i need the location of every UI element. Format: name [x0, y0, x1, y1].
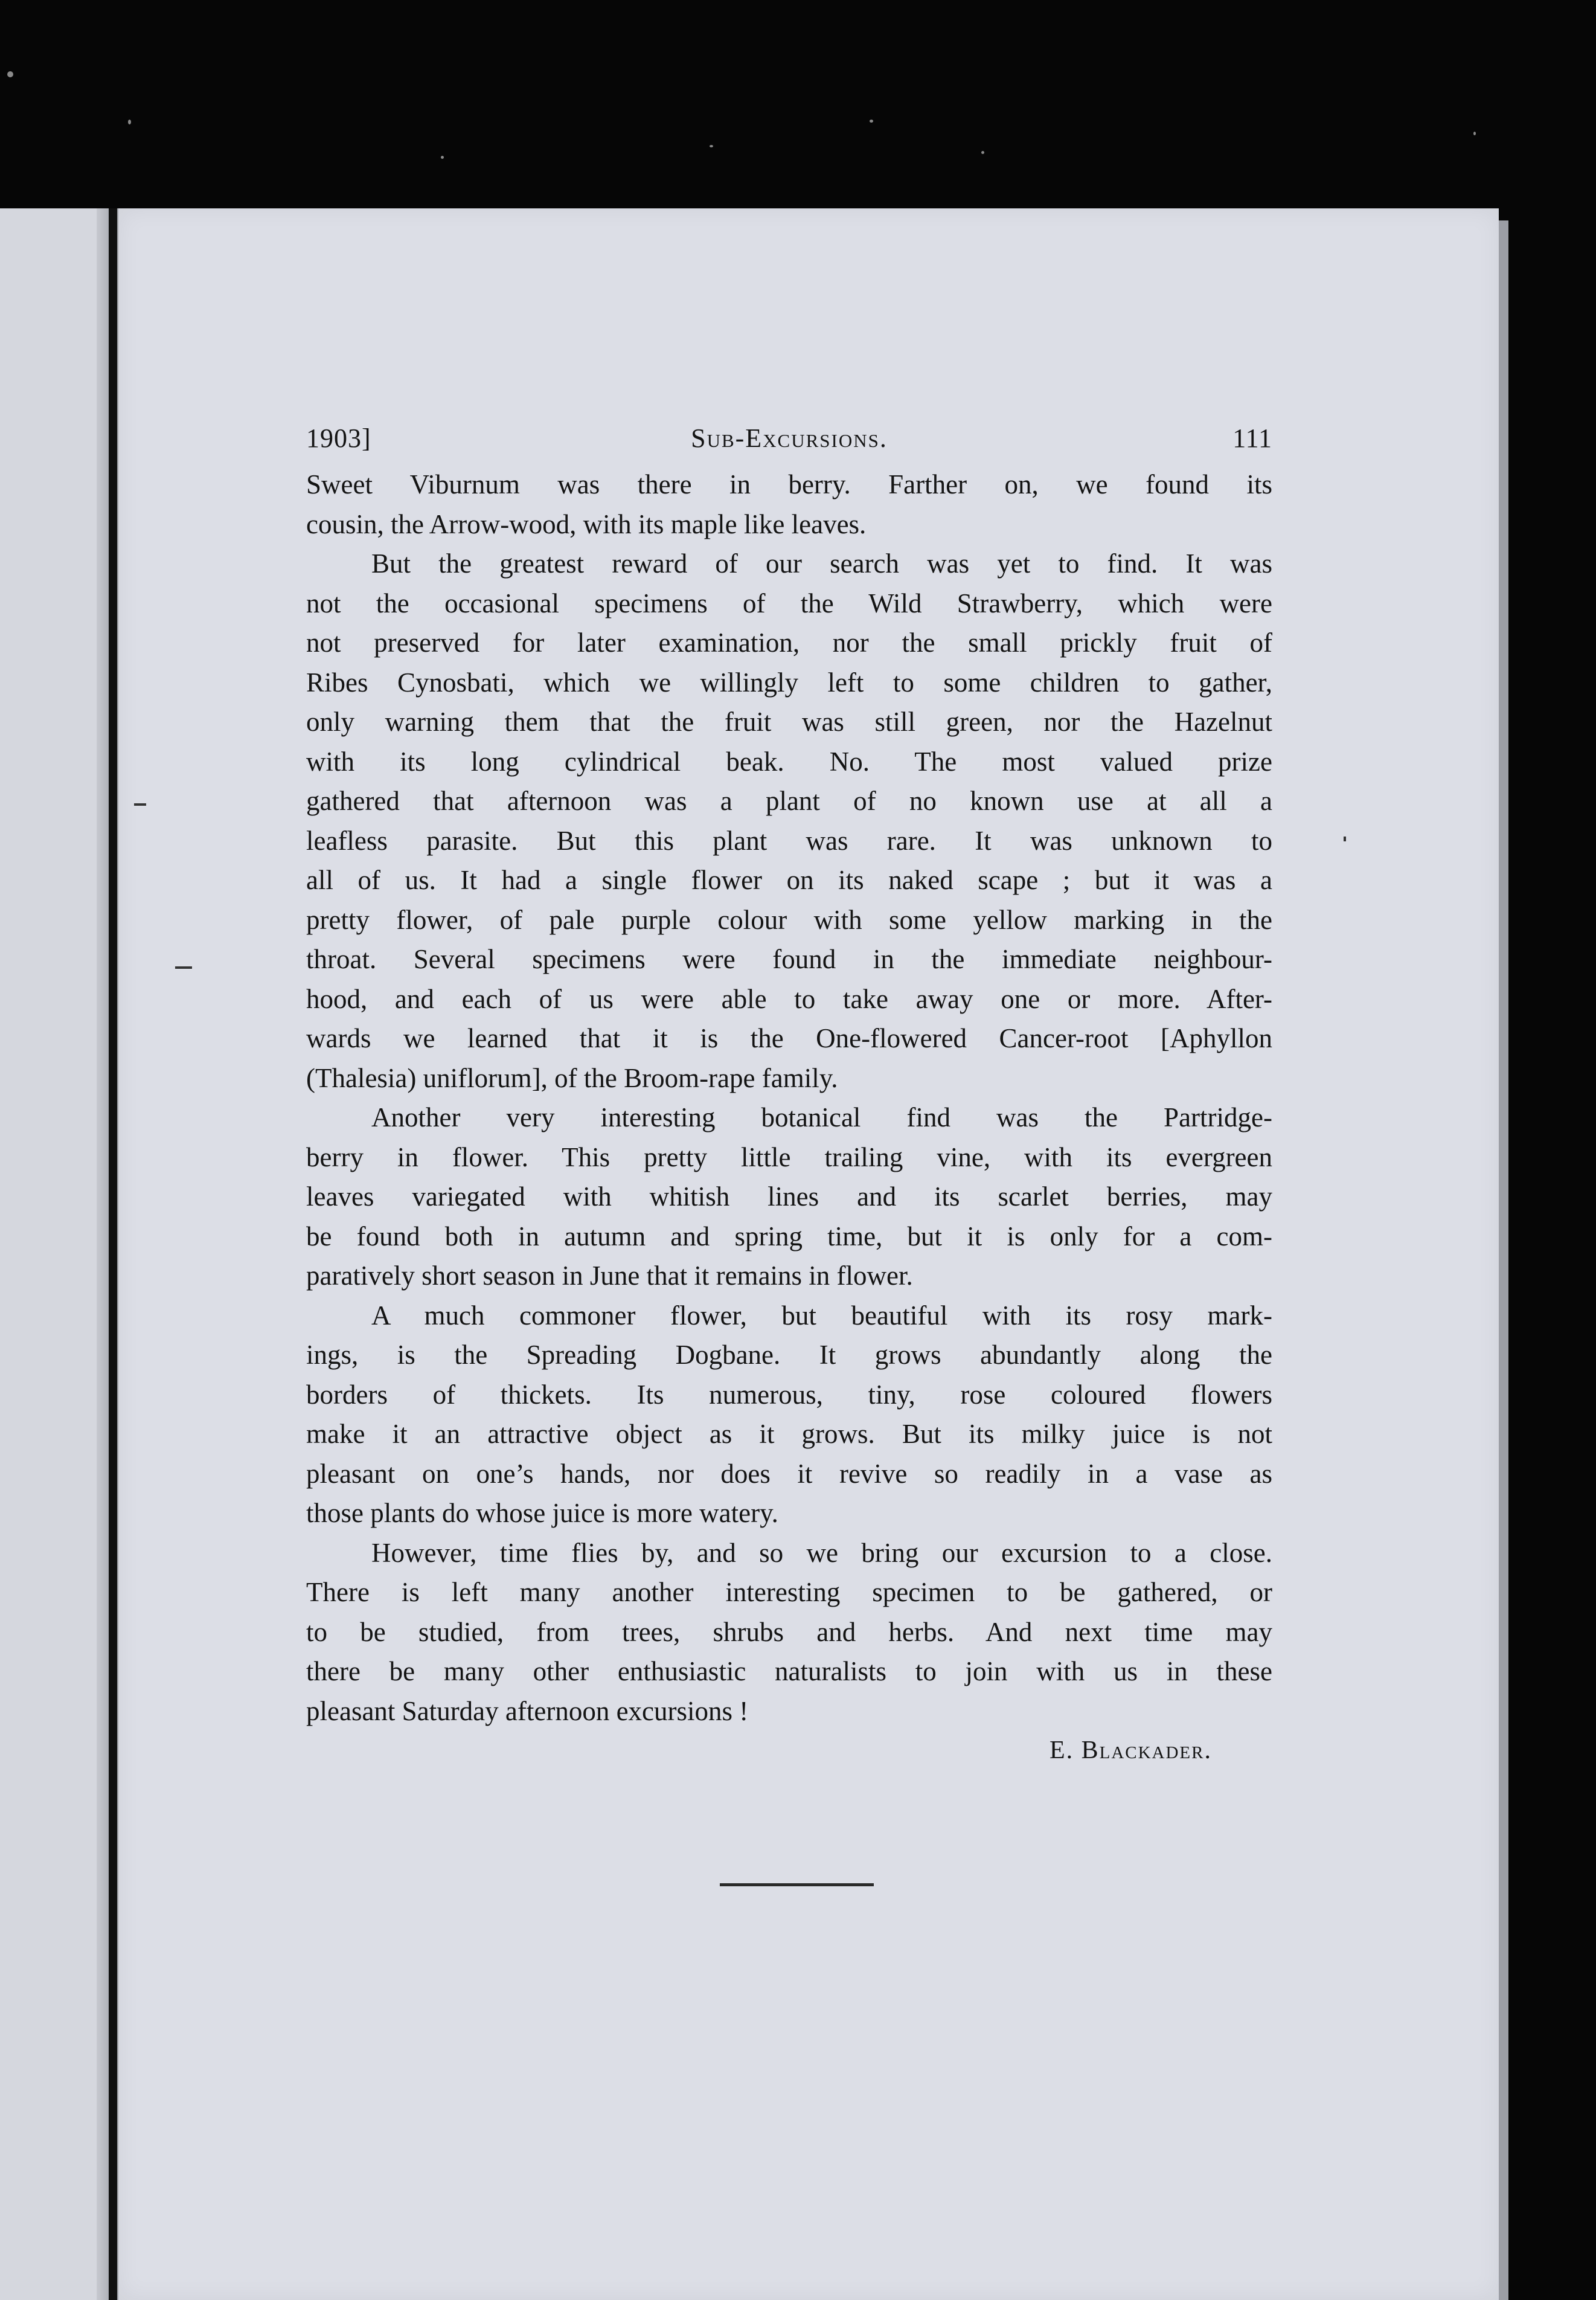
text-line: pleasant Saturday afternoon excursions !: [306, 1695, 749, 1726]
text-line: leafless parasite. But this plant was rare. It was unknown to: [306, 825, 1272, 856]
text-line: borders of thickets. Its numerous, tiny, rose coloured flowers: [306, 1379, 1272, 1410]
page-right-edge: [1499, 220, 1508, 2300]
text-line: (Thalesia) uniflorum], of the Broom-rape family.: [306, 1062, 838, 1093]
paragraph: [306, 465, 1272, 544]
margin-mark: [175, 966, 192, 969]
paragraph: [306, 1534, 1272, 1732]
scan-speck: [710, 145, 713, 147]
section-end-rule: [720, 1883, 874, 1886]
text-line: pleasant on one’s hands, nor does it revive so readily in a vase as: [306, 1458, 1272, 1489]
text-line: leaves variegated with whitish lines and its scarlet berries, may: [306, 1181, 1272, 1212]
text-line: make it an attractive object as it grows. But its milky juice is not: [306, 1419, 1272, 1449]
text-line: with its long cylindrical beak. No. The most valued prize: [306, 746, 1272, 777]
text-line: A much commoner flower, but beautiful with its rosy mark-: [371, 1300, 1272, 1331]
running-head-year: 1903]: [306, 423, 371, 453]
text-line: gathered that afternoon was a plant of no known use at all a: [306, 786, 1272, 816]
text-line: cousin, the Arrow-wood, with its maple like leaves.: [306, 509, 867, 539]
text-line: not the occasional specimens of the Wild Strawberry, which were: [306, 588, 1272, 618]
text-line: wards we learned that it is the One-flowered Cancer-root [Aphyllon: [306, 1023, 1272, 1053]
text-line: all of us. It had a single flower on its naked scape ; but it was a: [306, 865, 1272, 895]
paragraph: [306, 1296, 1272, 1534]
paragraph: [306, 1098, 1272, 1296]
text-line: only warning them that the fruit was still green, nor the Hazelnut: [306, 707, 1272, 737]
text-line: be found both in autumn and spring time, but it is only for a com-: [306, 1221, 1272, 1251]
text-line: hood, and each of us were able to take away one or more. After-: [306, 983, 1272, 1014]
paragraph: [306, 544, 1272, 1098]
page-number: 111: [1232, 423, 1272, 453]
text-line: not preserved for later examination, nor the small prickly fruit of: [306, 628, 1272, 658]
page-text-block: [306, 423, 1272, 1770]
scan-speck: [128, 120, 131, 124]
text-line: However, time flies by, and so we bring our excursion to a close.: [371, 1537, 1272, 1568]
scan-speck: [7, 71, 13, 77]
text-line: There is left many another interesting specimen to be gathered, or: [306, 1577, 1272, 1607]
author-signature: E. Blackader.: [1049, 1736, 1212, 1764]
text-line: Ribes Cynosbati, which we willingly left to some children to gather,: [306, 667, 1272, 698]
margin-mark: [1344, 837, 1346, 841]
running-head-title: Sub-Excursions.: [691, 423, 888, 453]
text-line: there be many other enthusiastic naturalists to join with us in these: [306, 1656, 1272, 1686]
text-line: Another very interesting botanical find was the Partridge-: [371, 1102, 1272, 1132]
text-line: those plants do whose juice is more watery.: [306, 1498, 778, 1528]
text-line: pretty flower, of pale purple colour with some yellow marking in the: [306, 904, 1272, 935]
text-line: berry in flower. This pretty little trailing vine, with its evergreen: [306, 1142, 1272, 1172]
text-line: Sweet Viburnum was there in berry. Farther on, we found its: [306, 469, 1272, 500]
scan-speck: [981, 151, 984, 154]
text-line: throat. Several specimens were found in the immediate neighbour-: [306, 944, 1272, 974]
scan-speck: [441, 156, 444, 159]
article-body: [306, 465, 1272, 1731]
text-line: But the greatest reward of our search was yet to find. It was: [371, 548, 1272, 579]
text-line: ings, is the Spreading Dogbane. It grows abundantly along the: [306, 1340, 1272, 1370]
text-line: to be studied, from trees, shrubs and herbs. And next time may: [306, 1616, 1272, 1647]
scan-speck: [1473, 132, 1476, 135]
gutter-line: [109, 208, 117, 2300]
margin-mark: [134, 803, 146, 806]
scan-speck: [870, 120, 873, 123]
running-head: [306, 423, 1272, 465]
text-line: paratively short season in June that it remains in flower.: [306, 1261, 913, 1291]
